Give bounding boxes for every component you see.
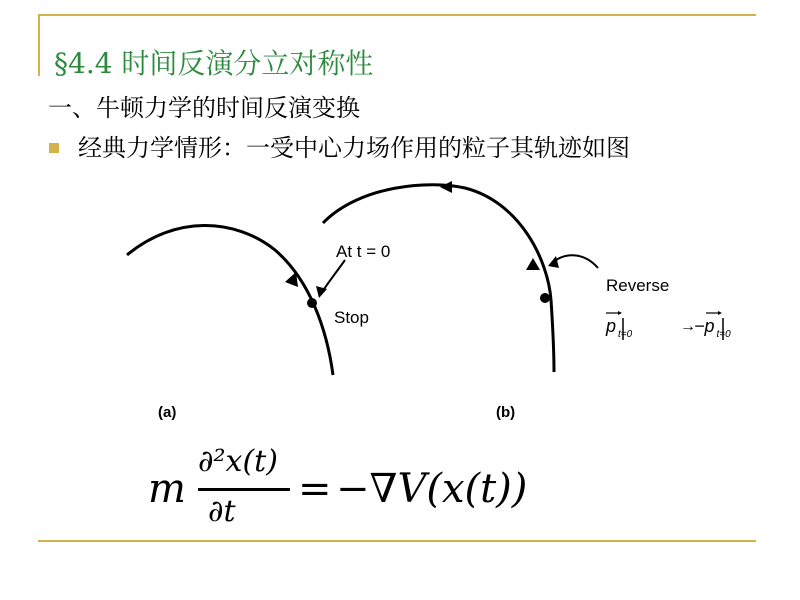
reverse-arrow: → xyxy=(680,318,696,335)
time-label: At t = 0 xyxy=(336,242,391,261)
caption-b: (b) xyxy=(496,404,516,421)
reverse-label: Reverse xyxy=(606,276,670,295)
pointer-a-line xyxy=(322,260,345,292)
trajectory-b-curve xyxy=(323,185,554,372)
vector-arrow-left-head xyxy=(618,311,622,315)
momentum-after xyxy=(694,316,731,340)
stop-label: Stop xyxy=(334,308,369,327)
trajectory-a-curve xyxy=(127,225,333,375)
trajectory-a-arrowhead xyxy=(285,272,298,287)
section-heading: 一、牛顿力学的时间反演变换 xyxy=(48,94,360,122)
formula-mass: m xyxy=(148,466,186,512)
formula-fraction-bar xyxy=(198,488,290,491)
momentum-before xyxy=(606,316,633,340)
trajectory-b-arrowhead-top xyxy=(440,181,452,193)
reverse-point xyxy=(540,293,550,303)
momentum-after-sub: t=0 xyxy=(716,329,731,340)
formula-equals: = xyxy=(298,466,332,512)
caption-a: (a) xyxy=(158,404,177,421)
momentum-before-sub: t=0 xyxy=(618,329,633,340)
formula-denominator: ∂t xyxy=(208,494,236,529)
vector-arrow-right-head xyxy=(718,311,722,315)
trajectory-b-arrowhead-mid xyxy=(526,258,540,270)
momentum-before-symbol: p xyxy=(606,316,617,336)
stop-point xyxy=(307,298,317,308)
formula-rhs: −∇V(x(t)) xyxy=(336,466,528,512)
bullet-text: 经典力学情形：一受中心力场作用的粒子其轨迹如图 xyxy=(78,134,630,162)
newton-equation xyxy=(148,444,528,538)
formula-numerator: ∂²x(t) xyxy=(198,444,278,479)
pointer-b-arrowhead xyxy=(548,256,559,268)
momentum-after-symbol: −p xyxy=(694,316,715,336)
page-title: §4.4 时间反演分立对称性 xyxy=(54,47,374,80)
pointer-b-line xyxy=(552,255,598,268)
